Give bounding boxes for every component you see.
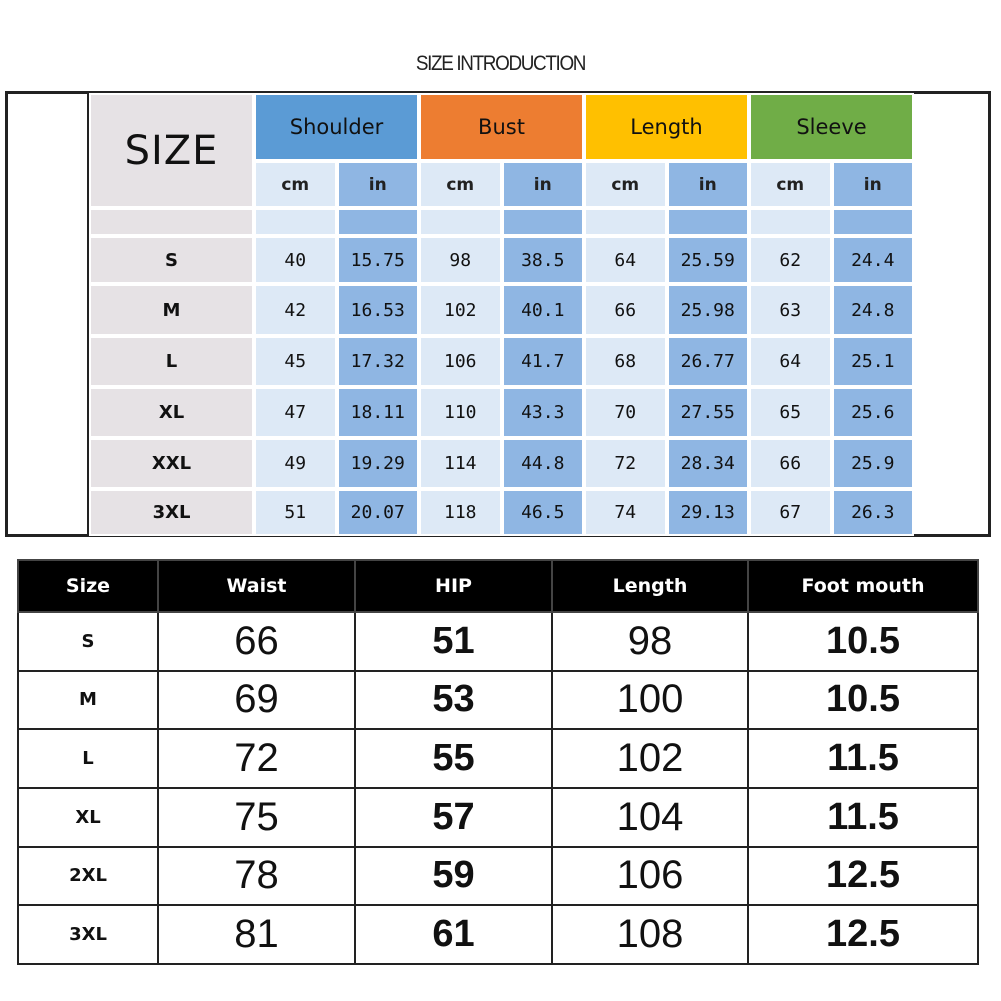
measurement-cell: 25.6 bbox=[832, 387, 915, 438]
measurement-cell: 65 bbox=[749, 387, 832, 438]
measurement-cell: 17.32 bbox=[337, 336, 420, 387]
table-row bbox=[18, 612, 978, 671]
measurement-cell: 66 bbox=[749, 438, 832, 489]
measurement-cell: 106 bbox=[419, 336, 502, 387]
table-row bbox=[18, 671, 978, 730]
group-header-bust: Bust bbox=[419, 93, 584, 161]
measurement-cell: 62 bbox=[749, 236, 832, 284]
measurement-cell: 114 bbox=[419, 438, 502, 489]
measurement-cell: 27.55 bbox=[667, 387, 750, 438]
measurement-cell: 15.75 bbox=[337, 236, 420, 284]
measurement-cell: 63 bbox=[749, 284, 832, 336]
measurement-cell: 59 bbox=[355, 847, 552, 906]
spacer-cell bbox=[749, 208, 832, 236]
header-foot-mouth: Foot mouth bbox=[748, 560, 978, 612]
measurement-cell: 67 bbox=[749, 489, 832, 536]
unit-header: in bbox=[832, 161, 915, 208]
measurement-cell: 51 bbox=[355, 612, 552, 671]
measurement-cell: 57 bbox=[355, 788, 552, 847]
table-row bbox=[18, 729, 978, 788]
measurement-cell: 102 bbox=[419, 284, 502, 336]
measurement-cell: 16.53 bbox=[337, 284, 420, 336]
measurement-cell: 98 bbox=[419, 236, 502, 284]
measurement-cell: 12.5 bbox=[748, 847, 978, 906]
measurement-cell: 43.3 bbox=[502, 387, 585, 438]
measurement-cell: 26.77 bbox=[667, 336, 750, 387]
unit-header: cm bbox=[749, 161, 832, 208]
measurement-cell: 25.98 bbox=[667, 284, 750, 336]
unit-header: cm bbox=[584, 161, 667, 208]
unit-header: in bbox=[502, 161, 585, 208]
measurement-cell: 25.9 bbox=[832, 438, 915, 489]
size-cell: M bbox=[18, 671, 158, 730]
measurement-cell: 24.8 bbox=[832, 284, 915, 336]
measurement-cell: 11.5 bbox=[748, 788, 978, 847]
measurement-cell: 10.5 bbox=[748, 612, 978, 671]
measurement-cell: 18.11 bbox=[337, 387, 420, 438]
measurement-cell: 102 bbox=[552, 729, 748, 788]
measurement-cell: 20.07 bbox=[337, 489, 420, 536]
table-row bbox=[18, 847, 978, 906]
table-row bbox=[18, 788, 978, 847]
measurement-cell: 49 bbox=[254, 438, 337, 489]
measurement-cell: 12.5 bbox=[748, 905, 978, 964]
spacer-cell bbox=[832, 208, 915, 236]
header-hip: HIP bbox=[355, 560, 552, 612]
measurement-cell: 78 bbox=[158, 847, 355, 906]
measurement-cell: 72 bbox=[584, 438, 667, 489]
measurement-cell: 19.29 bbox=[337, 438, 420, 489]
size-cell: L bbox=[89, 336, 254, 387]
unit-header: in bbox=[667, 161, 750, 208]
group-header-shoulder: Shoulder bbox=[254, 93, 419, 161]
measurement-cell: 64 bbox=[584, 236, 667, 284]
group-header-sleeve: Sleeve bbox=[749, 93, 914, 161]
spacer-cell bbox=[337, 208, 420, 236]
measurement-cell: 104 bbox=[552, 788, 748, 847]
measurement-cell: 45 bbox=[254, 336, 337, 387]
bottom-size-chart bbox=[17, 559, 979, 965]
measurement-cell: 26.3 bbox=[832, 489, 915, 536]
table-row bbox=[18, 905, 978, 964]
measurement-cell: 75 bbox=[158, 788, 355, 847]
measurement-cell: 46.5 bbox=[502, 489, 585, 536]
size-cell: S bbox=[89, 236, 254, 284]
measurement-cell: 10.5 bbox=[748, 671, 978, 730]
header-size: Size bbox=[18, 560, 158, 612]
measurement-cell: 110 bbox=[419, 387, 502, 438]
measurement-cell: 100 bbox=[552, 671, 748, 730]
measurement-cell: 118 bbox=[419, 489, 502, 536]
size-cell: M bbox=[89, 284, 254, 336]
measurement-cell: 74 bbox=[584, 489, 667, 536]
measurement-cell: 44.8 bbox=[502, 438, 585, 489]
measurement-cell: 29.13 bbox=[667, 489, 750, 536]
size-cell: 3XL bbox=[89, 489, 254, 536]
measurement-cell: 64 bbox=[749, 336, 832, 387]
spacer-cell bbox=[502, 208, 585, 236]
measurement-cell: 38.5 bbox=[502, 236, 585, 284]
spacer-cell bbox=[667, 208, 750, 236]
measurement-cell: 40 bbox=[254, 236, 337, 284]
measurement-cell: 24.4 bbox=[832, 236, 915, 284]
size-cell: S bbox=[18, 612, 158, 671]
measurement-cell: 69 bbox=[158, 671, 355, 730]
header-length: Length bbox=[552, 560, 748, 612]
measurement-cell: 25.59 bbox=[667, 236, 750, 284]
measurement-cell: 40.1 bbox=[502, 284, 585, 336]
header-waist: Waist bbox=[158, 560, 355, 612]
spacer-cell bbox=[584, 208, 667, 236]
measurement-cell: 41.7 bbox=[502, 336, 585, 387]
size-cell: 2XL bbox=[18, 847, 158, 906]
measurement-cell: 72 bbox=[158, 729, 355, 788]
group-header-length: Length bbox=[584, 93, 749, 161]
measurement-cell: 28.34 bbox=[667, 438, 750, 489]
spacer-cell bbox=[89, 208, 254, 236]
bottom-header-row bbox=[18, 560, 978, 612]
size-header: SIZE bbox=[89, 93, 254, 208]
measurement-cell: 98 bbox=[552, 612, 748, 671]
spacer-cell bbox=[254, 208, 337, 236]
measurement-cell: 70 bbox=[584, 387, 667, 438]
measurement-cell: 51 bbox=[254, 489, 337, 536]
size-cell: L bbox=[18, 729, 158, 788]
measurement-cell: 11.5 bbox=[748, 729, 978, 788]
page-title: SIZE INTRODUCTION bbox=[415, 52, 586, 75]
measurement-cell: 47 bbox=[254, 387, 337, 438]
measurement-cell: 61 bbox=[355, 905, 552, 964]
size-cell: XXL bbox=[89, 438, 254, 489]
measurement-cell: 108 bbox=[552, 905, 748, 964]
measurement-cell: 66 bbox=[158, 612, 355, 671]
measurement-cell: 55 bbox=[355, 729, 552, 788]
spacer-cell bbox=[419, 208, 502, 236]
measurement-cell: 53 bbox=[355, 671, 552, 730]
unit-header: cm bbox=[254, 161, 337, 208]
measurement-cell: 25.1 bbox=[832, 336, 915, 387]
top-size-chart bbox=[87, 93, 912, 536]
size-cell: XL bbox=[18, 788, 158, 847]
measurement-cell: 68 bbox=[584, 336, 667, 387]
measurement-cell: 106 bbox=[552, 847, 748, 906]
measurement-cell: 81 bbox=[158, 905, 355, 964]
size-cell: 3XL bbox=[18, 905, 158, 964]
measurement-cell: 66 bbox=[584, 284, 667, 336]
unit-header: cm bbox=[419, 161, 502, 208]
size-cell: XL bbox=[89, 387, 254, 438]
measurement-cell: 42 bbox=[254, 284, 337, 336]
unit-header: in bbox=[337, 161, 420, 208]
